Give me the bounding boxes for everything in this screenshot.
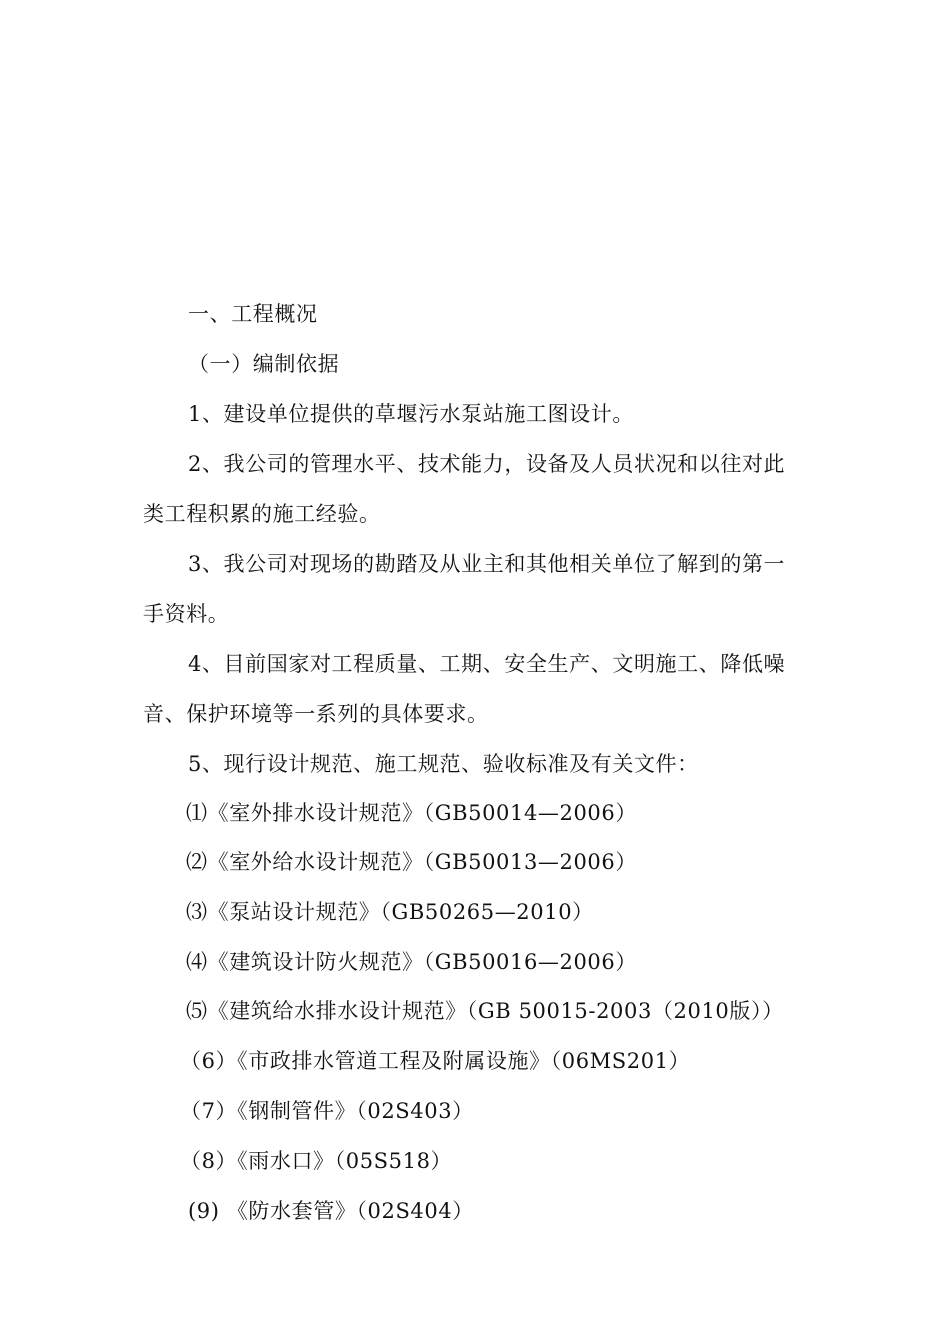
standard-item-6: （6）《市政排水管道工程及附属设施》（06MS201） — [180, 1049, 691, 1073]
standard-item-8: （8）《雨水口》（05S518） — [180, 1149, 453, 1173]
standard-item-5: ⑸《建筑给水排水设计规范》（GB 50015-2003（2010版）） — [186, 999, 784, 1023]
basis-item-4-line-1: 4、目前国家对工程质量、工期、安全生产、文明施工、降低噪 — [188, 652, 786, 676]
standard-item-1: ⑴《室外排水设计规范》（GB50014—2006） — [186, 801, 637, 825]
standard-item-7: （7）《钢制管件》（02S403） — [180, 1099, 474, 1123]
basis-item-2-line-2: 类工程积累的施工经验。 — [143, 502, 381, 526]
section-heading: 一、工程概况 — [188, 302, 318, 326]
standard-item-2: ⑵《室外给水设计规范》（GB50013—2006） — [186, 850, 637, 874]
basis-item-3-line-2: 手资料。 — [143, 602, 230, 626]
standard-item-3: ⑶《泵站设计规范》（GB50265—2010） — [186, 900, 594, 924]
standard-item-9: (9) 《防水套管》（02S404） — [188, 1199, 474, 1223]
basis-item-3-line-1: 3、我公司对现场的勘踏及从业主和其他相关单位了解到的第一 — [188, 552, 786, 576]
subsection-heading: （一）编制依据 — [188, 352, 340, 376]
standard-item-4: ⑷《建筑设计防火规范》（GB50016—2006） — [186, 950, 637, 974]
basis-item-5: 5、现行设计规范、施工规范、验收标准及有关文件： — [188, 752, 699, 776]
basis-item-1: 1、建设单位提供的草堰污水泵站施工图设计。 — [188, 402, 634, 426]
basis-item-2-line-1: 2、我公司的管理水平、技术能力，设备及人员状况和以往对此 — [188, 452, 786, 476]
basis-item-4-line-2: 音、保护环境等一系列的具体要求。 — [143, 702, 489, 726]
